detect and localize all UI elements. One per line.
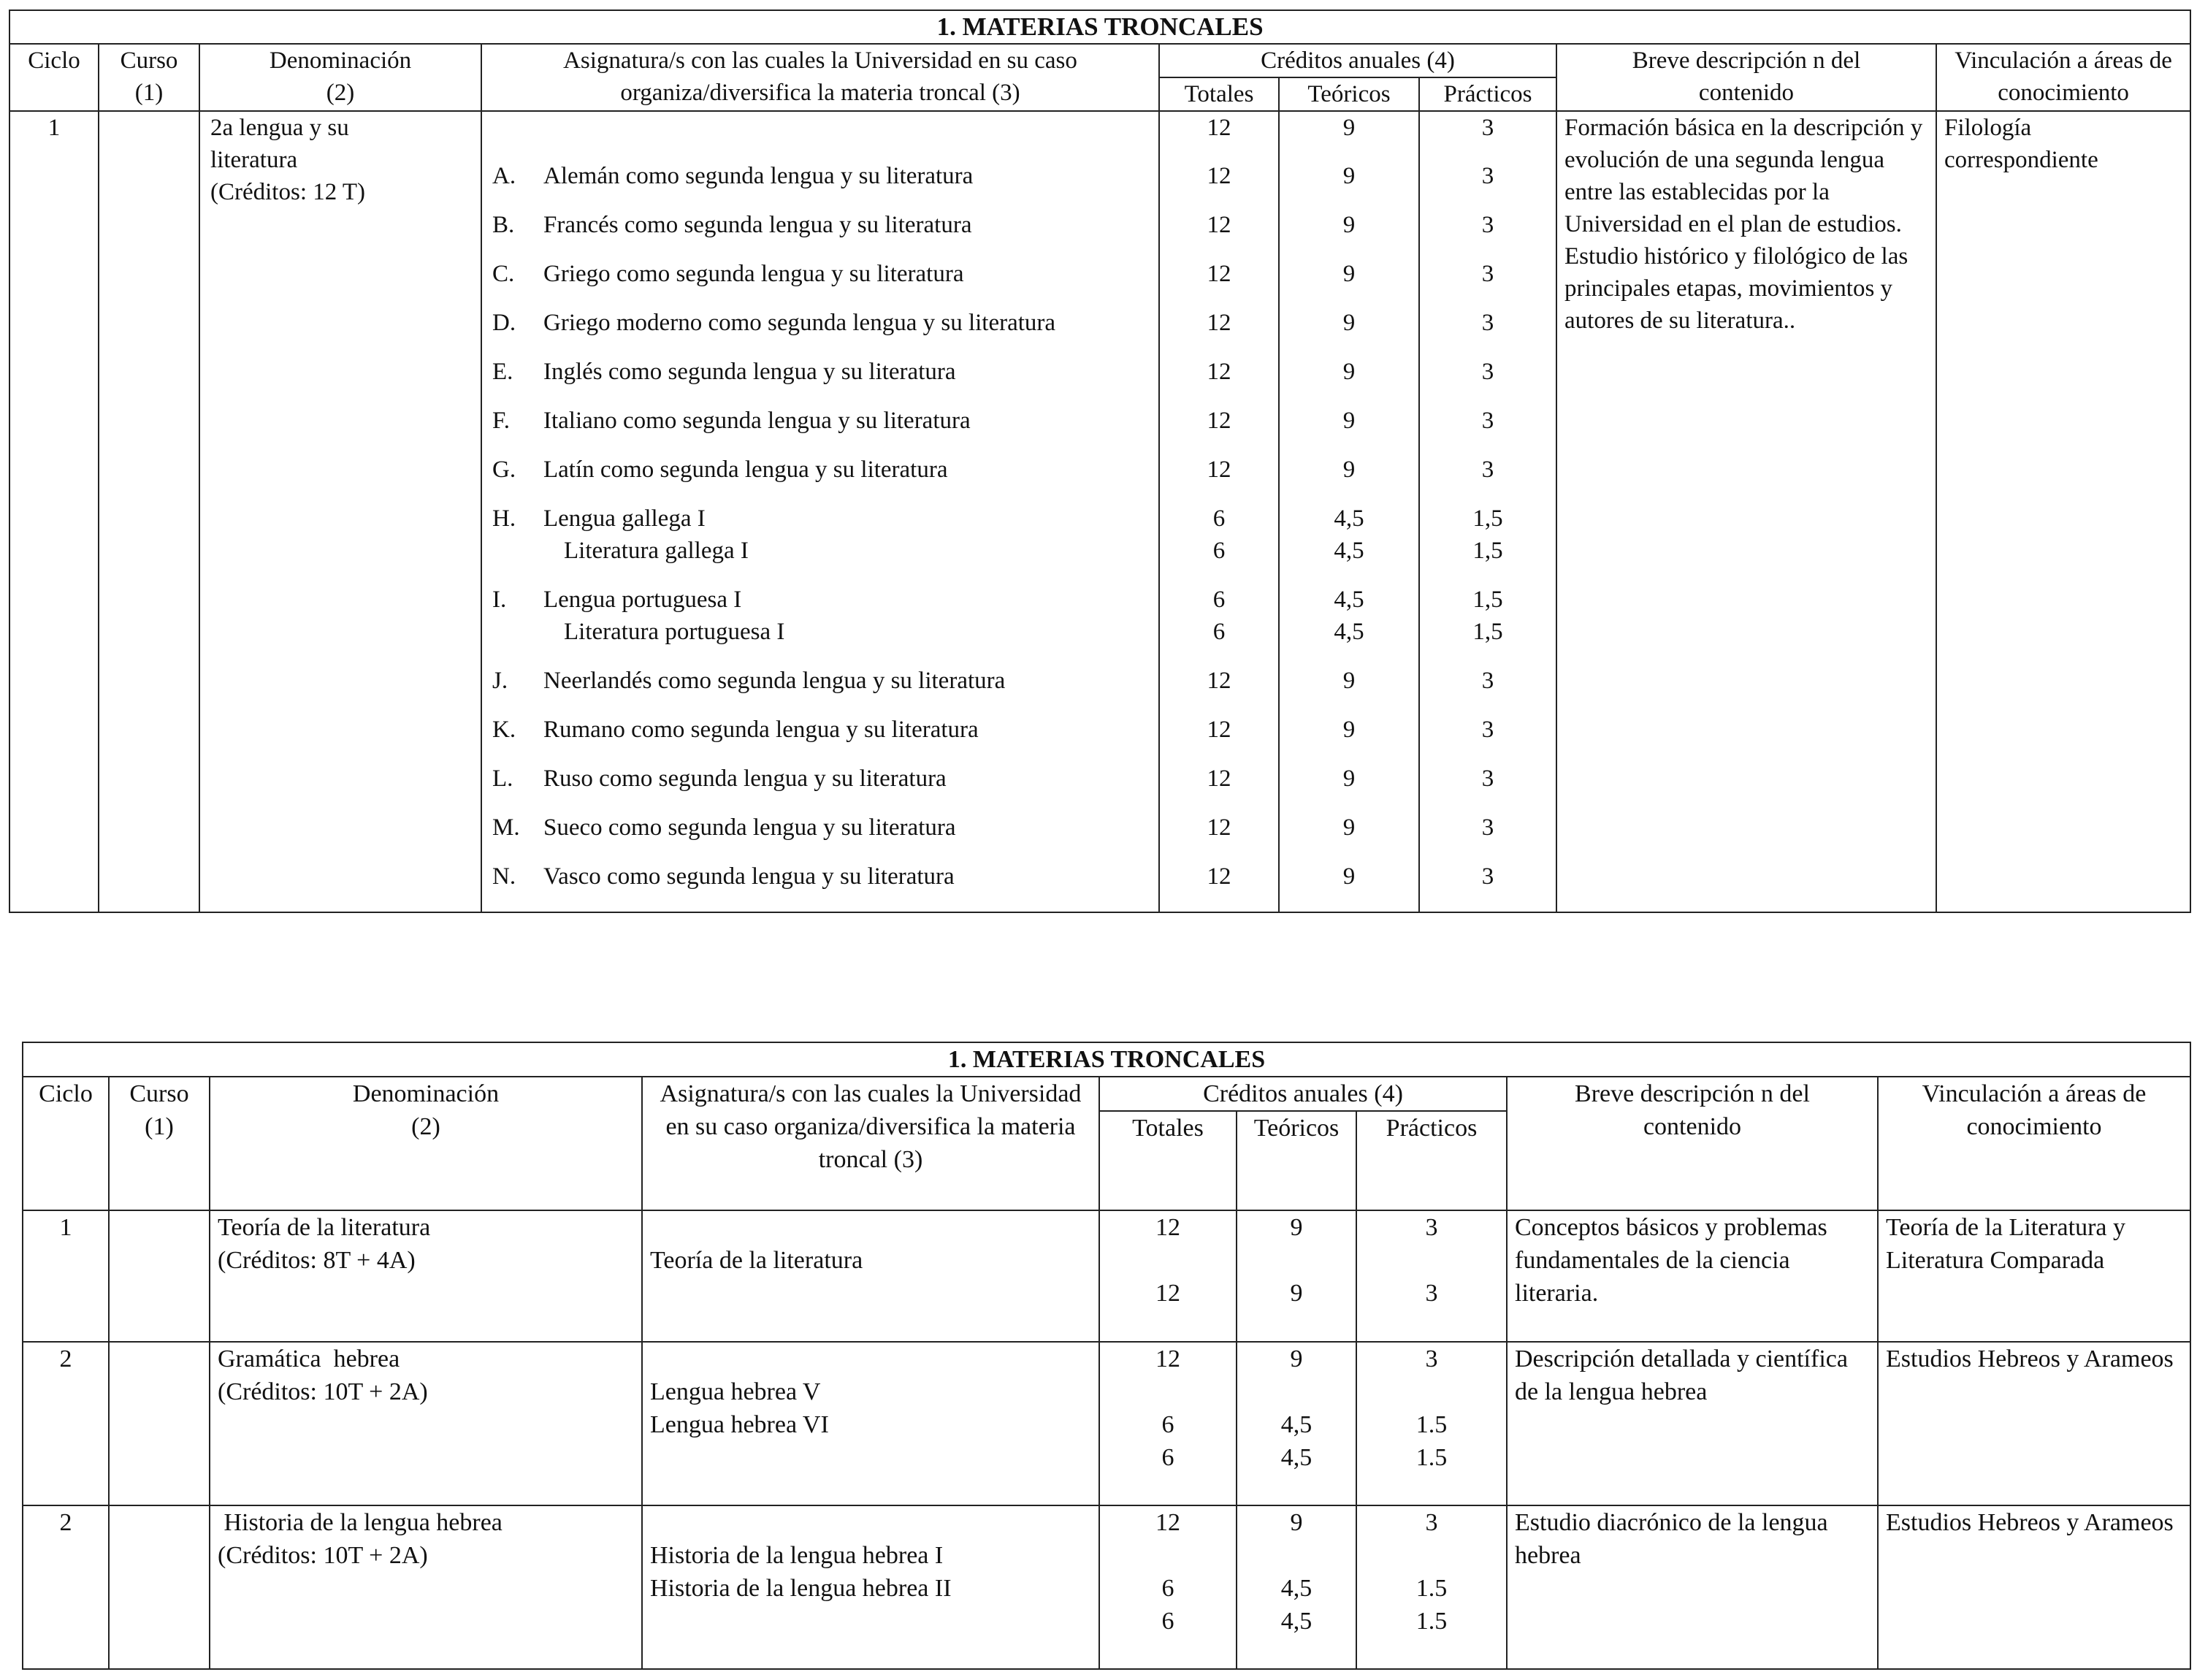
subject-sub-teoricos: 4,5 — [1334, 538, 1364, 564]
subject-practicos-list — [1357, 1375, 1506, 1474]
ciclo-value: 2 — [23, 1342, 109, 1505]
subject-totales: 6 — [1161, 1411, 1174, 1438]
subject-letter: L. — [492, 765, 513, 792]
subject-practicos: 3 — [1481, 668, 1494, 694]
subject-teoricos: 4,5 — [1280, 1444, 1313, 1471]
col-header-teoricos: Teóricos — [1237, 1111, 1356, 1210]
main-totales: 12 — [1155, 1509, 1180, 1536]
denominacion-creditos: (Créditos: 8T + 4A) — [218, 1247, 416, 1274]
subject-sub-totales: 6 — [1212, 619, 1226, 645]
subject-row — [482, 160, 1158, 192]
totales-cell — [1099, 1505, 1237, 1669]
materias-troncales-table-1 — [9, 9, 2191, 913]
subject-practicos: 1.5 — [1415, 1444, 1448, 1471]
curso-value — [109, 1210, 210, 1342]
subject-totales: 12 — [1207, 212, 1231, 238]
materias-troncales-table-2 — [22, 1042, 2191, 1670]
subject-totales: 6 — [1161, 1575, 1174, 1602]
subject-row — [482, 356, 1158, 388]
subject-letter: G. — [492, 457, 516, 483]
main-teoricos: 9 — [1290, 1509, 1303, 1536]
subject-totales: 12 — [1207, 863, 1231, 890]
main-teoricos: 9 — [1290, 1345, 1303, 1372]
subject-sub-teoricos: 4,5 — [1334, 619, 1364, 645]
descripcion-value: Estudio diacrónico de la lengua hebrea — [1507, 1505, 1878, 1669]
subject-name: Lengua portuguesa I — [543, 587, 742, 613]
subject-teoricos: 9 — [1290, 1280, 1303, 1307]
subject-totales: 12 — [1207, 261, 1231, 287]
subject-totales: 6 — [1212, 505, 1226, 532]
subject-totales: 12 — [1207, 717, 1231, 743]
subject-list — [643, 1506, 1098, 1605]
subject-row — [482, 860, 1158, 893]
col-header-denominacion: Denominación (2) — [210, 1077, 642, 1210]
col-header-creditos: Créditos anuales (4) — [1159, 44, 1556, 77]
subject-practicos: 3 — [1481, 814, 1494, 841]
subject-name: Sueco como segunda lengua y su literatura — [543, 814, 956, 841]
subject-name: Lengua gallega I — [543, 505, 706, 532]
subject-teoricos: 9 — [1342, 408, 1356, 434]
subject-letter: F. — [492, 408, 510, 434]
subject-name: Italiano como segunda lengua y su literatura — [543, 408, 971, 434]
subject-name: Griego como segunda lengua y su literatura — [543, 261, 964, 287]
asignaturas-cell — [642, 1210, 1099, 1342]
main-practicos: 3 — [1425, 1509, 1438, 1536]
subject-row — [482, 763, 1158, 795]
subject-row — [482, 405, 1158, 437]
subject-teoricos-list — [1237, 1375, 1356, 1474]
subject-name: Francés como segunda lengua y su literatura — [543, 212, 972, 238]
subject-sub-practicos: 1,5 — [1472, 538, 1503, 564]
denominacion-creditos: (Créditos: 10T + 2A) — [218, 1378, 428, 1405]
vinculacion-value: Teoría de la Literatura y Literatura Comparada — [1878, 1210, 2190, 1342]
subject-letter: M. — [492, 814, 520, 841]
subject-teoricos: 9 — [1342, 212, 1356, 238]
col-header-descripcion: Breve descripción n del contenido — [1556, 44, 1936, 111]
subject-name: Vasco como segunda lengua y su literatura — [543, 863, 955, 890]
subject-teoricos: 9 — [1342, 310, 1356, 336]
subject-totales: 12 — [1207, 163, 1231, 189]
subject-practicos: 3 — [1481, 457, 1494, 483]
subject-practicos: 3 — [1481, 163, 1494, 189]
subject-name: Inglés como segunda lengua y su literatura — [543, 359, 956, 385]
denominacion-value: 2a lengua y su literatura (Créditos: 12 T) — [199, 111, 481, 912]
totales-cell — [1099, 1210, 1237, 1342]
subject-letter: J. — [492, 668, 508, 694]
subject-sub-name: Literatura portuguesa I — [564, 619, 785, 645]
col-header-vinculacion: Vinculación a áreas de conocimiento — [1878, 1077, 2190, 1210]
curso-value — [109, 1342, 210, 1505]
subject-teoricos: 4,5 — [1280, 1608, 1313, 1635]
subject-teoricos: 4,5 — [1334, 505, 1364, 532]
subject-row — [482, 584, 1158, 616]
subject-letter: K. — [492, 717, 516, 743]
curso-value — [99, 111, 199, 912]
subject-practicos: 3 — [1481, 765, 1494, 792]
subject-teoricos: 4,5 — [1280, 1575, 1313, 1602]
subject-teoricos-list — [1237, 1244, 1356, 1310]
denominacion-value — [210, 1505, 642, 1669]
col-header-asignatura: Asignatura/s con las cuales la Universidad en su caso organiza/diversifica la materia troncal (3) — [642, 1077, 1099, 1210]
subject-name: Teoría de la literatura — [650, 1247, 863, 1274]
table-title: 1. MATERIAS TRONCALES — [9, 10, 2190, 44]
subject-practicos: 1,5 — [1472, 505, 1503, 532]
subject-totales: 12 — [1207, 310, 1231, 336]
curso-value — [109, 1505, 210, 1669]
main-practicos: 3 — [1425, 1345, 1438, 1372]
subject-name: Latín como segunda lengua y su literatura — [543, 457, 948, 483]
subject-totales: 12 — [1155, 1280, 1180, 1307]
col-header-descripcion: Breve descripción n del contenido — [1507, 1077, 1878, 1210]
main-totales: 12 — [1155, 1214, 1180, 1241]
col-header-curso: Curso (1) — [109, 1077, 210, 1210]
materia-row — [23, 1342, 2190, 1505]
ciclo-value: 2 — [23, 1505, 109, 1669]
subject-practicos: 3 — [1481, 261, 1494, 287]
subject-name: Lengua hebrea V — [650, 1378, 821, 1405]
subject-totales: 12 — [1207, 408, 1231, 434]
subject-totales: 6 — [1161, 1608, 1174, 1635]
subject-name: Rumano como segunda lengua y su literatura — [543, 717, 979, 743]
subject-row — [482, 503, 1158, 535]
col-header-teoricos: Teóricos — [1279, 77, 1419, 111]
subject-totales: 6 — [1212, 587, 1226, 613]
subject-letter: I. — [492, 587, 507, 613]
subject-practicos: 1.5 — [1415, 1411, 1448, 1438]
materia-row — [23, 1210, 2190, 1342]
vinculacion-value: Estudios Hebreos y Arameos — [1878, 1505, 2190, 1669]
teoricos-cell — [1237, 1342, 1356, 1505]
subject-name: Historia de la lengua hebrea I — [650, 1542, 944, 1569]
subject-teoricos: 9 — [1342, 261, 1356, 287]
subject-sub-practicos: 1,5 — [1472, 619, 1503, 645]
subject-totales-list — [1100, 1244, 1236, 1310]
denominacion-name: Historia de la lengua hebrea — [218, 1509, 503, 1536]
subject-name: Griego moderno como segunda lengua y su literatura — [543, 310, 1056, 336]
denominacion-name: Gramática hebrea — [218, 1345, 400, 1372]
totales-cell: 12 12 12 12 12 12 12 12 6 6 6 6 12 12 12 12 12 — [1159, 111, 1279, 912]
denominacion-creditos: (Créditos: 10T + 2A) — [218, 1542, 428, 1569]
col-header-ciclo: Ciclo — [9, 44, 99, 111]
denominacion-value — [210, 1210, 642, 1342]
subject-row — [482, 714, 1158, 746]
ciclo-value: 1 — [23, 1210, 109, 1342]
descripcion-value: Descripción detallada y científica de la lengua hebrea — [1507, 1342, 1878, 1505]
practicos-cell — [1356, 1505, 1507, 1669]
subject-totales: 12 — [1207, 765, 1231, 792]
subject-name: Alemán como segunda lengua y su literatura — [543, 163, 974, 189]
subject-teoricos: 9 — [1342, 814, 1356, 841]
asignaturas-cell — [642, 1342, 1099, 1505]
subject-list — [643, 1343, 1098, 1441]
subject-totales-list — [1100, 1375, 1236, 1474]
subject-row — [482, 454, 1158, 486]
subject-practicos: 3 — [1481, 717, 1494, 743]
subject-name: Ruso como segunda lengua y su literatura — [543, 765, 947, 792]
subject-teoricos: 4,5 — [1334, 587, 1364, 613]
subject-totales: 12 — [1207, 359, 1231, 385]
subject-row — [482, 307, 1158, 339]
teoricos-cell — [1237, 1210, 1356, 1342]
descripcion-value: Formación básica en la descripción y evolución de una segunda lengua entre las establecidas por la Universidad en el plan de estudios. Estudio histórico y filológico de las principales etapas, movimientos y autores de su literatura.. — [1556, 111, 1936, 912]
subject-name: Neerlandés como segunda lengua y su literatura — [543, 668, 1006, 694]
subject-letter: A. — [492, 163, 516, 189]
subject-teoricos-list — [1237, 1539, 1356, 1638]
subject-practicos: 3 — [1481, 310, 1494, 336]
asignaturas-cell — [642, 1505, 1099, 1669]
subject-letter: H. — [492, 505, 516, 532]
subject-practicos: 1.5 — [1415, 1575, 1448, 1602]
subject-totales: 12 — [1207, 457, 1231, 483]
materia-row — [23, 1505, 2190, 1669]
subject-practicos: 3 — [1481, 408, 1494, 434]
practicos-cell: 3 3 3 3 3 3 3 3 1,5 1,5 1,5 1,5 3 3 3 3 3 — [1419, 111, 1556, 912]
subject-practicos: 3 — [1481, 863, 1494, 890]
col-header-totales: Totales — [1159, 77, 1279, 111]
main-teoricos: 9 — [1290, 1214, 1303, 1241]
subject-teoricos: 9 — [1342, 668, 1356, 694]
table-title: 1. MATERIAS TRONCALES — [23, 1042, 2190, 1077]
subject-letter: N. — [492, 863, 516, 890]
descripcion-value: Conceptos básicos y problemas fundamentales de la ciencia literaria. — [1507, 1210, 1878, 1342]
denominacion-name: Teoría de la literatura — [218, 1214, 431, 1241]
col-header-curso: Curso (1) — [99, 44, 199, 111]
subject-sub-totales: 6 — [1212, 538, 1226, 564]
subject-name: Lengua hebrea VI — [650, 1411, 829, 1438]
col-header-denominacion: Denominación (2) — [199, 44, 481, 111]
subject-practicos: 3 — [1425, 1280, 1438, 1307]
subject-name: Historia de la lengua hebrea II — [650, 1575, 952, 1602]
subject-row — [482, 665, 1158, 697]
totales-cell — [1099, 1342, 1237, 1505]
subject-totales: 6 — [1161, 1444, 1174, 1471]
subject-letter: E. — [492, 359, 513, 385]
denominacion-value — [210, 1342, 642, 1505]
subject-teoricos: 9 — [1342, 863, 1356, 890]
subject-teoricos: 9 — [1342, 163, 1356, 189]
subject-teoricos: 9 — [1342, 765, 1356, 792]
subject-letter: D. — [492, 310, 516, 336]
subject-teoricos: 9 — [1342, 717, 1356, 743]
subject-totales: 12 — [1207, 668, 1231, 694]
col-header-ciclo: Ciclo — [23, 1077, 109, 1210]
subject-teoricos: 9 — [1342, 457, 1356, 483]
subject-sub-name: Literatura gallega I — [564, 538, 749, 564]
subject-practicos: 3 — [1481, 359, 1494, 385]
subject-row — [482, 258, 1158, 290]
col-header-practicos: Prácticos — [1419, 77, 1556, 111]
col-header-asignatura: Asignatura/s con las cuales la Universidad en su caso organiza/diversifica la materia troncal (3) — [481, 44, 1159, 111]
practicos-cell — [1356, 1342, 1507, 1505]
col-header-practicos: Prácticos — [1356, 1111, 1507, 1210]
subject-letter: C. — [492, 261, 515, 287]
practicos-cell — [1356, 1210, 1507, 1342]
subject-practicos: 1.5 — [1415, 1608, 1448, 1635]
col-header-totales: Totales — [1099, 1111, 1237, 1210]
teoricos-cell — [1237, 1505, 1356, 1669]
subject-letter: B. — [492, 212, 515, 238]
vinculacion-value: Estudios Hebreos y Arameos — [1878, 1342, 2190, 1505]
ciclo-value: 1 — [9, 111, 99, 912]
subject-practicos: 3 — [1481, 212, 1494, 238]
teoricos-cell: 9 9 9 9 9 9 9 9 4,5 4,5 4,5 4,5 9 9 9 9 9 — [1279, 111, 1419, 912]
col-header-creditos: Créditos anuales (4) — [1099, 1077, 1507, 1111]
main-practicos: 3 — [1425, 1214, 1438, 1241]
vinculacion-value: Filología correspondiente — [1936, 111, 2190, 912]
subject-practicos-list — [1357, 1244, 1506, 1310]
subject-row — [482, 209, 1158, 241]
subject-practicos-list — [1357, 1539, 1506, 1638]
subject-teoricos: 9 — [1342, 359, 1356, 385]
subject-row — [482, 812, 1158, 844]
subject-totales-list — [1100, 1539, 1236, 1638]
subject-practicos: 1,5 — [1472, 587, 1503, 613]
subject-teoricos: 4,5 — [1280, 1411, 1313, 1438]
col-header-vinculacion: Vinculación a áreas de conocimiento — [1936, 44, 2190, 111]
subject-list — [643, 1211, 1098, 1277]
main-totales: 12 — [1155, 1345, 1180, 1372]
subject-totales: 12 — [1207, 814, 1231, 841]
asignaturas-cell — [481, 111, 1159, 912]
